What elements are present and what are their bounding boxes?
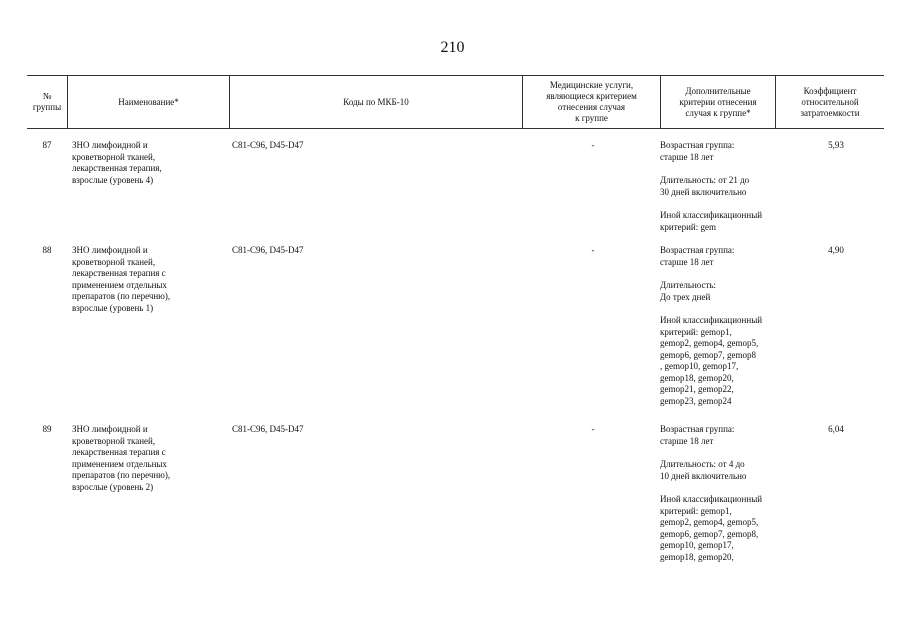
row-coefficient: 4,90	[828, 245, 844, 255]
header-criteria	[661, 76, 775, 128]
criterion-line: gemop21, gemop22,	[660, 384, 734, 394]
row-criteria	[660, 424, 798, 575]
header-codes	[230, 76, 522, 128]
header-name-text: Наименование*	[118, 96, 179, 107]
criterion-line: gemop6, gemop7, gemop8	[660, 349, 756, 360]
criterion-block	[660, 245, 798, 268]
row-number: 88	[42, 245, 52, 255]
criterion-line: gemop6, gemop7, gemop8,	[660, 528, 759, 539]
criterion-block	[660, 280, 798, 303]
criterion-block	[660, 140, 798, 163]
header-number-text: № группы	[32, 91, 62, 112]
criterion-block	[660, 210, 798, 233]
criterion-block	[660, 175, 798, 198]
row-services: -	[591, 424, 595, 434]
row-coefficient: 6,04	[828, 424, 844, 434]
criterion-block	[660, 459, 798, 482]
header-services	[523, 76, 660, 128]
criterion-line: gemop18, gemop20,	[660, 372, 734, 383]
criterion-line: критерий: gem	[660, 221, 716, 232]
criterion-line: Иной классификационный	[660, 210, 763, 220]
criterion-line: критерий: gemop1,	[660, 326, 732, 337]
row-number: 87	[42, 140, 52, 150]
criterion-line: Возрастная группа:	[660, 245, 735, 255]
criterion-line: Возрастная группа:	[660, 424, 735, 434]
criterion-line: Иной классификационный	[660, 494, 763, 504]
row-icd-codes: C81-C96, D45-D47	[232, 245, 304, 255]
row-icd-codes: C81-C96, D45-D47	[232, 140, 304, 150]
row-services: -	[591, 245, 595, 255]
page-number: 210	[440, 39, 465, 56]
criterion-line: критерий: gemop1,	[660, 505, 732, 516]
row-name: ЗНО лимфоидной и кроветворной тканей, лекарственная терапия с применением отдельных препаратов (по перечню), взрослые (уровень 1)	[72, 245, 171, 313]
row-number: 89	[42, 424, 52, 434]
header-criteria-text: Дополнительные критерии отнесения случая к группе*	[679, 85, 757, 118]
criterion-line: gemop10, gemop17,	[660, 540, 734, 550]
row-criteria	[660, 140, 798, 245]
criterion-block	[660, 494, 798, 563]
row-services: -	[591, 140, 595, 150]
row-name: ЗНО лимфоидной и кроветворной тканей, лекарственная терапия с применением отдельных препаратов (по перечню), взрослые (уровень 2)	[72, 424, 171, 492]
criterion-block	[660, 424, 798, 447]
criterion-line: gemop18, gemop20,	[660, 551, 734, 562]
criterion-line: старше 18 лет	[660, 256, 714, 267]
criterion-line: Длительность: от 21 до	[660, 175, 750, 185]
table-header-rule	[27, 128, 884, 129]
header-coefficient-text: Коэффициент относительной затратоемкости	[800, 85, 860, 118]
criterion-line: gemop23, gemop24	[660, 395, 732, 406]
header-services-text: Медицинские услуги, являющиеся критерием отнесения случая к группе	[546, 80, 637, 123]
header-name	[68, 76, 229, 128]
header-codes-text: Коды по МКБ-10	[343, 96, 409, 107]
criterion-line: старше 18 лет	[660, 151, 714, 162]
row-coefficient: 5,93	[828, 140, 844, 150]
criterion-line: старше 18 лет	[660, 435, 714, 446]
row-name: ЗНО лимфоидной и кроветворной тканей, лекарственная терапия, взрослые (уровень 4)	[72, 140, 162, 185]
criterion-line: Длительность: от 4 до	[660, 459, 745, 469]
criterion-line: 30 дней включительно	[660, 186, 747, 197]
row-icd-codes: C81-C96, D45-D47	[232, 424, 304, 434]
criterion-line: gemop2, gemop4, gemop5,	[660, 517, 759, 527]
criterion-line: Иной классификационный	[660, 315, 763, 325]
criterion-line: Длительность:	[660, 280, 717, 290]
criterion-line: , gemop10, gemop17,	[660, 361, 739, 371]
criterion-line: Возрастная группа:	[660, 140, 735, 150]
criterion-block	[660, 315, 798, 407]
criterion-line: 10 дней включительно	[660, 470, 747, 481]
row-criteria	[660, 245, 798, 419]
criterion-line: До трех дней	[660, 291, 711, 302]
header-number	[27, 76, 67, 128]
criterion-line: gemop2, gemop4, gemop5,	[660, 338, 759, 348]
header-coefficient	[776, 76, 884, 128]
